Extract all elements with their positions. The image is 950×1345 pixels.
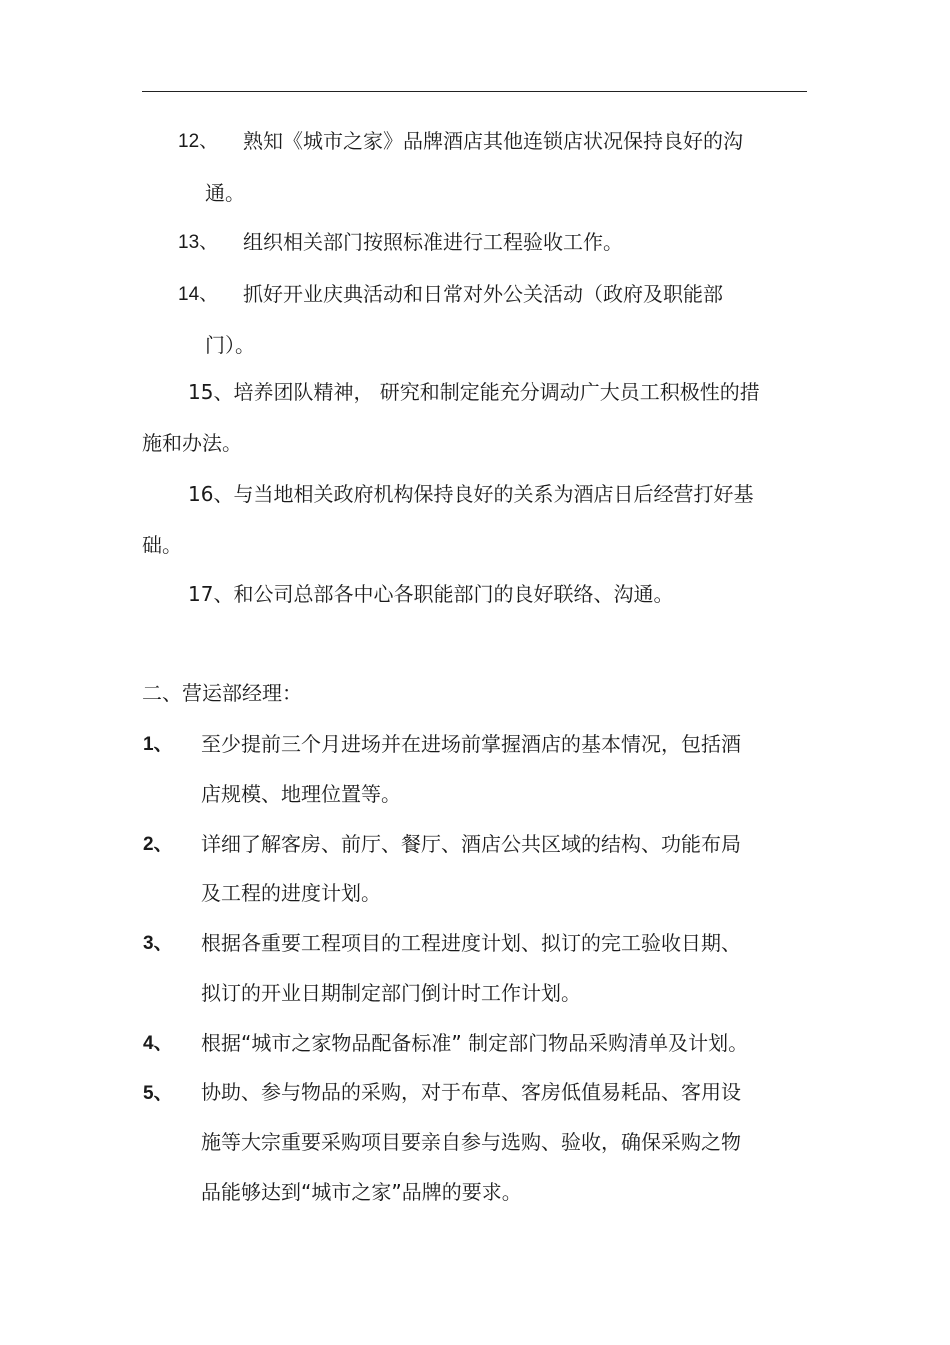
item-14-line-2: 门）。 [205, 333, 255, 357]
item-14-number: 14、 [178, 284, 219, 305]
item-17-line-1: 17、和公司总部各中心各职能部门的良好联络、沟通。 [188, 582, 674, 606]
item-12-line-2: 通。 [205, 181, 245, 205]
item-13-number: 13、 [178, 232, 219, 253]
item-15-line-2: 施和办法。 [142, 431, 242, 455]
s2-item-5-line-2: 施等大宗重要采购项目要亲自参与选购、验收，确保采购之物 [201, 1130, 741, 1154]
item-13-line-1: 组织相关部门按照标准进行工程验收工作。 [243, 230, 623, 254]
s2-item-1-line-2: 店规模、地理位置等。 [201, 782, 401, 806]
item-15-line-1: 15、培养团队精神， 研究和制定能充分调动广大员工积极性的措 [188, 380, 760, 404]
item-16-line-2: 础。 [142, 533, 182, 557]
s2-item-4-number: 4、 [143, 1033, 173, 1054]
item-12-line-1: 熟知《城市之家》品牌酒店其他连锁店状况保持良好的沟 [243, 129, 743, 153]
header-rule [142, 91, 807, 92]
s2-item-4-line-1: 根据“城市之家物品配备标准” 制定部门物品采购清单及计划。 [201, 1031, 749, 1055]
s2-item-1-line-1: 至少提前三个月进场并在进场前掌握酒店的基本情况，包括酒 [201, 732, 741, 756]
section-heading: 二、营运部经理： [142, 681, 302, 705]
item-12-number: 12、 [178, 131, 219, 152]
s2-item-3-number: 3、 [143, 933, 173, 954]
s2-item-2-line-2: 及工程的进度计划。 [201, 881, 381, 905]
s2-item-3-line-2: 拟订的开业日期制定部门倒计时工作计划。 [201, 981, 581, 1005]
s2-item-3-line-1: 根据各重要工程项目的工程进度计划、拟订的完工验收日期、 [201, 931, 741, 955]
s2-item-2-line-1: 详细了解客房、前厅、餐厅、酒店公共区域的结构、功能布局 [201, 832, 741, 856]
s2-item-5-line-3: 品能够达到“城市之家”品牌的要求。 [201, 1180, 522, 1204]
item-14-line-1: 抓好开业庆典活动和日常对外公关活动（政府及职能部 [243, 282, 723, 306]
item-16-line-1: 16、与当地相关政府机构保持良好的关系为酒店日后经营打好基 [188, 482, 754, 506]
s2-item-1-number: 1、 [143, 734, 173, 755]
s2-item-5-number: 5、 [143, 1083, 173, 1104]
s2-item-5-line-1: 协助、参与物品的采购，对于布草、客房低值易耗品、客用设 [201, 1080, 741, 1104]
s2-item-2-number: 2、 [143, 834, 173, 855]
